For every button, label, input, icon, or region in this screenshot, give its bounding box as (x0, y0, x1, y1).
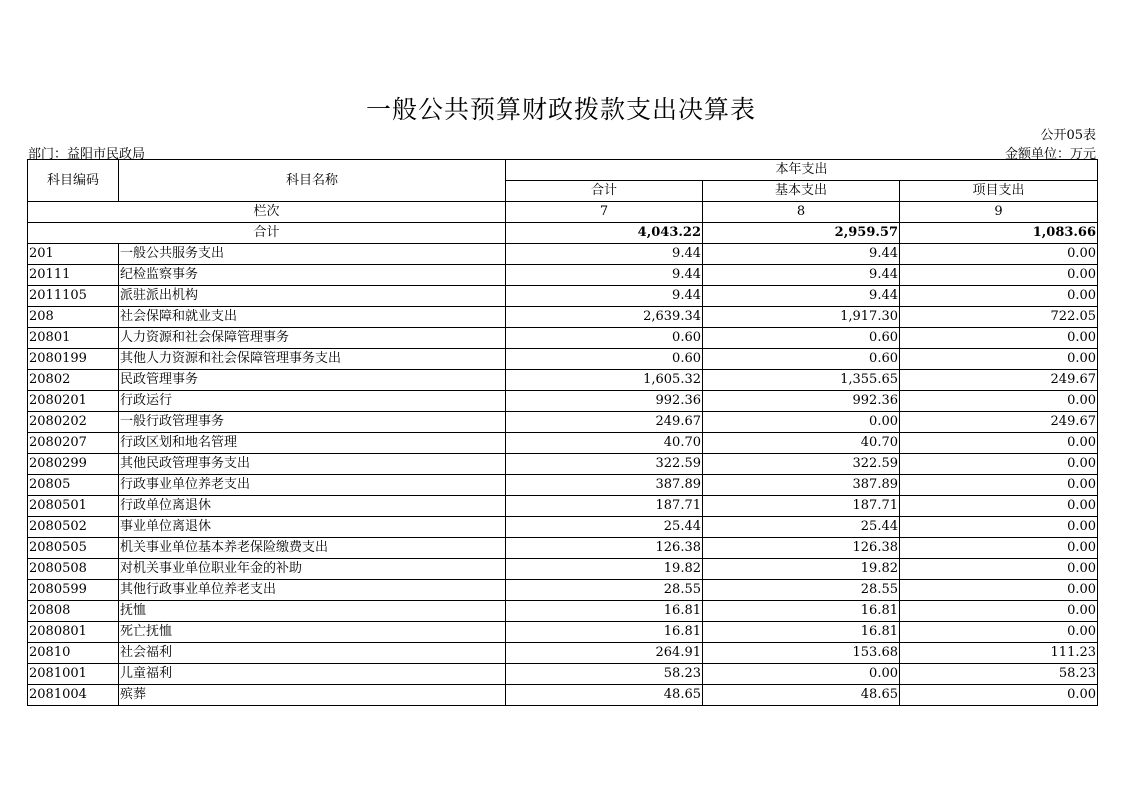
row-total: 0.60 (506, 349, 703, 370)
row-project: 0.00 (900, 349, 1098, 370)
row-basic: 16.81 (703, 601, 900, 622)
row-code: 20808 (28, 601, 119, 622)
row-basic: 9.44 (703, 244, 900, 265)
row-basic: 28.55 (703, 580, 900, 601)
row-basic: 1,355.65 (703, 370, 900, 391)
table-row (28, 244, 1098, 265)
row-total: 19.82 (506, 559, 703, 580)
row-name: 纪检监察事务 (119, 265, 506, 286)
row-project: 0.00 (900, 580, 1098, 601)
row-code: 2080502 (28, 517, 119, 538)
row-project: 58.23 (900, 664, 1098, 685)
row-name: 人力资源和社会保障管理事务 (119, 328, 506, 349)
summary-basic: 2,959.57 (703, 223, 900, 244)
row-total: 322.59 (506, 454, 703, 475)
row-code: 208 (28, 307, 119, 328)
header-project: 项目支出 (900, 181, 1098, 202)
row-code: 2080299 (28, 454, 119, 475)
row-project: 0.00 (900, 433, 1098, 454)
row-total: 249.67 (506, 412, 703, 433)
column-index-label: 栏次 (28, 202, 506, 223)
table-row (28, 496, 1098, 517)
row-code: 2080501 (28, 496, 119, 517)
row-basic: 126.38 (703, 538, 900, 559)
row-basic: 322.59 (703, 454, 900, 475)
row-total: 40.70 (506, 433, 703, 454)
header-name: 科目名称 (119, 160, 506, 202)
row-project: 0.00 (900, 538, 1098, 559)
row-name: 机关事业单位基本养老保险缴费支出 (119, 538, 506, 559)
row-basic: 0.60 (703, 328, 900, 349)
row-basic: 9.44 (703, 286, 900, 307)
row-basic: 25.44 (703, 517, 900, 538)
row-project: 0.00 (900, 622, 1098, 643)
summary-label: 合计 (28, 223, 506, 244)
row-project: 0.00 (900, 517, 1098, 538)
row-total: 16.81 (506, 622, 703, 643)
row-basic: 0.00 (703, 412, 900, 433)
row-project: 249.67 (900, 370, 1098, 391)
unit-label: 金额单位：万元 (1004, 147, 1096, 162)
row-total: 58.23 (506, 664, 703, 685)
row-project: 0.00 (900, 454, 1098, 475)
row-basic: 992.36 (703, 391, 900, 412)
table-row (28, 328, 1098, 349)
row-code: 20805 (28, 475, 119, 496)
form-number: 公开05表 (1040, 128, 1096, 143)
row-name: 抚恤 (119, 601, 506, 622)
row-basic: 187.71 (703, 496, 900, 517)
row-total: 25.44 (506, 517, 703, 538)
table-row (28, 580, 1098, 601)
table-row (28, 475, 1098, 496)
table-row (28, 454, 1098, 475)
row-project: 0.00 (900, 601, 1098, 622)
row-project: 0.00 (900, 328, 1098, 349)
row-name: 其他行政事业单位养老支出 (119, 580, 506, 601)
row-name: 行政区划和地名管理 (119, 433, 506, 454)
department-label: 部门：益阳市民政局 (28, 147, 146, 162)
row-code: 2080801 (28, 622, 119, 643)
row-basic: 16.81 (703, 622, 900, 643)
row-total: 9.44 (506, 244, 703, 265)
row-code: 20111 (28, 265, 119, 286)
row-code: 2081001 (28, 664, 119, 685)
table-row (28, 622, 1098, 643)
header-total: 合计 (506, 181, 703, 202)
header-current-year: 本年支出 (506, 160, 1098, 181)
row-total: 264.91 (506, 643, 703, 664)
row-code: 2081004 (28, 685, 119, 706)
table-row (28, 307, 1098, 328)
row-name: 一般公共服务支出 (119, 244, 506, 265)
table-row (28, 265, 1098, 286)
row-name: 殡葬 (119, 685, 506, 706)
row-basic: 0.60 (703, 349, 900, 370)
header-code: 科目编码 (28, 160, 119, 202)
row-total: 0.60 (506, 328, 703, 349)
row-name: 事业单位离退休 (119, 517, 506, 538)
row-code: 2080599 (28, 580, 119, 601)
row-total: 1,605.32 (506, 370, 703, 391)
row-total: 28.55 (506, 580, 703, 601)
row-name: 社会福利 (119, 643, 506, 664)
row-name: 其他民政管理事务支出 (119, 454, 506, 475)
summary-total: 4,043.22 (506, 223, 703, 244)
row-basic: 387.89 (703, 475, 900, 496)
row-total: 16.81 (506, 601, 703, 622)
row-total: 387.89 (506, 475, 703, 496)
table-row (28, 370, 1098, 391)
row-project: 722.05 (900, 307, 1098, 328)
expenditure-table (27, 159, 1098, 706)
page-title: 一般公共预算财政拨款支出决算表 (365, 95, 756, 124)
row-project: 0.00 (900, 685, 1098, 706)
row-basic: 48.65 (703, 685, 900, 706)
row-code: 20801 (28, 328, 119, 349)
table-row (28, 538, 1098, 559)
table-row (28, 391, 1098, 412)
row-code: 2011105 (28, 286, 119, 307)
table-row (28, 286, 1098, 307)
row-name: 死亡抚恤 (119, 622, 506, 643)
row-code: 20810 (28, 643, 119, 664)
summary-row (28, 223, 1098, 244)
row-project: 0.00 (900, 265, 1098, 286)
table-row (28, 601, 1098, 622)
row-name: 儿童福利 (119, 664, 506, 685)
row-basic: 9.44 (703, 265, 900, 286)
row-project: 0.00 (900, 391, 1098, 412)
row-project: 0.00 (900, 475, 1098, 496)
row-code: 20802 (28, 370, 119, 391)
summary-project: 1,083.66 (900, 223, 1098, 244)
row-code: 2080202 (28, 412, 119, 433)
column-index-row (28, 202, 1098, 223)
row-project: 0.00 (900, 559, 1098, 580)
row-name: 其他人力资源和社会保障管理事务支出 (119, 349, 506, 370)
row-code: 201 (28, 244, 119, 265)
row-project: 0.00 (900, 244, 1098, 265)
row-total: 9.44 (506, 286, 703, 307)
table-row (28, 433, 1098, 454)
row-total: 9.44 (506, 265, 703, 286)
row-project: 111.23 (900, 643, 1098, 664)
header-basic: 基本支出 (703, 181, 900, 202)
row-total: 187.71 (506, 496, 703, 517)
column-index-project: 9 (900, 202, 1098, 223)
table-row (28, 349, 1098, 370)
row-basic: 40.70 (703, 433, 900, 454)
table-row (28, 643, 1098, 664)
row-total: 48.65 (506, 685, 703, 706)
row-project: 249.67 (900, 412, 1098, 433)
table-row (28, 559, 1098, 580)
row-code: 2080199 (28, 349, 119, 370)
row-project: 0.00 (900, 286, 1098, 307)
row-total: 126.38 (506, 538, 703, 559)
row-name: 派驻派出机构 (119, 286, 506, 307)
table-row (28, 664, 1098, 685)
row-name: 一般行政管理事务 (119, 412, 506, 433)
row-code: 2080508 (28, 559, 119, 580)
row-name: 行政事业单位养老支出 (119, 475, 506, 496)
row-name: 社会保障和就业支出 (119, 307, 506, 328)
row-total: 2,639.34 (506, 307, 703, 328)
row-name: 对机关事业单位职业年金的补助 (119, 559, 506, 580)
row-name: 行政单位离退休 (119, 496, 506, 517)
row-code: 2080201 (28, 391, 119, 412)
row-name: 行政运行 (119, 391, 506, 412)
row-name: 民政管理事务 (119, 370, 506, 391)
table-row (28, 685, 1098, 706)
column-index-basic: 8 (703, 202, 900, 223)
row-code: 2080207 (28, 433, 119, 454)
row-project: 0.00 (900, 496, 1098, 517)
row-code: 2080505 (28, 538, 119, 559)
row-basic: 153.68 (703, 643, 900, 664)
row-basic: 19.82 (703, 559, 900, 580)
table-row (28, 412, 1098, 433)
row-basic: 0.00 (703, 664, 900, 685)
table-row (28, 517, 1098, 538)
row-total: 992.36 (506, 391, 703, 412)
column-index-total: 7 (506, 202, 703, 223)
row-basic: 1,917.30 (703, 307, 900, 328)
